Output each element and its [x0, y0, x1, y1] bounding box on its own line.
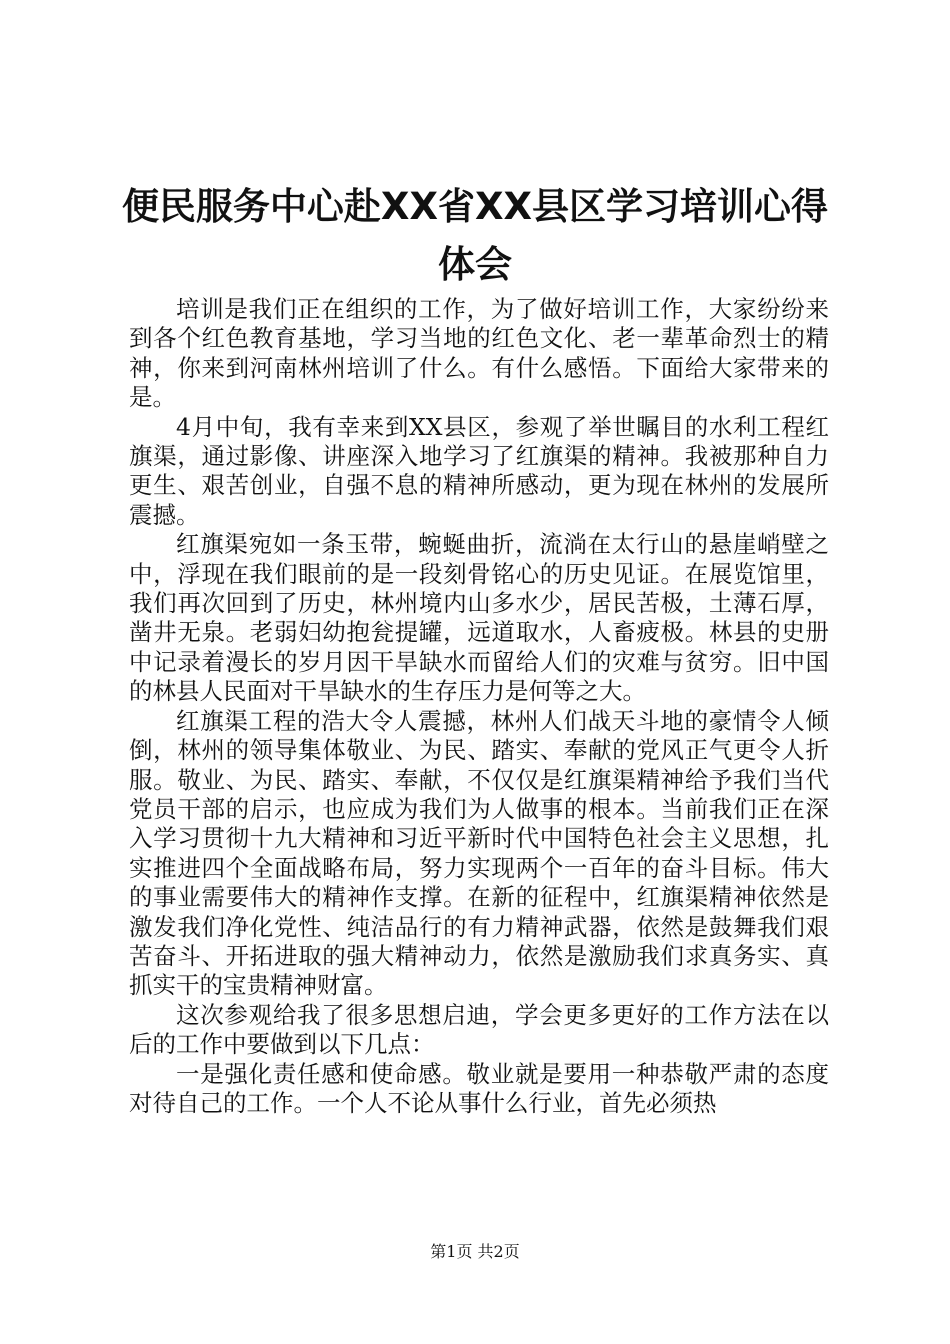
page-footer: 第1页 共2页 — [430, 1242, 520, 1261]
paragraph-visit: 4月中旬，我有幸来到XX县区，参观了举世瞩目的水利工程红旗渠，通过影像、讲座深入地学习了红旗渠的精神。我被那种自力更生、艰苦创业，自强不息的精神所感动，更为现在林州的发展所震撼。 — [129, 412, 829, 529]
paragraph-intro: 培训是我们正在组织的工作，为了做好培训工作，大家纷纷来到各个红色教育基地，学习当地的红色文化、老一辈革命烈士的精神，你来到河南林州培训了什么。有什么感悟。下面给大家带来的是。 — [129, 295, 829, 412]
paragraph-point-one: 一是强化责任感和使命感。敬业就是要用一种恭敬严肃的态度对待自己的工作。一个人不论从事什么行业，首先必须热 — [129, 1059, 829, 1117]
document-body — [129, 295, 829, 1118]
paragraph-history: 红旗渠宛如一条玉带，蜿蜒曲折，流淌在太行山的悬崖峭壁之中，浮现在我们眼前的是一段刻骨铭心的历史见证。在展览馆里，我们再次回到了历史，林州境内山多水少，居民苦极，土薄石厚，凿井无泉。老弱妇幼抱瓮提罐，远道取水，人畜疲极。林县的史册中记录着漫长的岁月因干旱缺水而留给人们的灾难与贫穷。旧中国的林县人民面对干旱缺水的生存压力是何等之大。 — [129, 530, 829, 706]
paragraph-reflection: 这次参观给我了很多思想启迪，学会更多更好的工作方法在以后的工作中要做到以下几点： — [129, 1000, 829, 1059]
paragraph-spirit: 红旗渠工程的浩大令人震撼，林州人们战天斗地的豪情令人倾倒，林州的领导集体敬业、为民、踏实、奉献的党风正气更令人折服。敬业、为民、踏实、奉献，不仅仅是红旗渠精神给予我们当代党员干部的启示，也应成为我们为人做事的根本。当前我们正在深入学习贯彻十九大精神和习近平新时代中国特色社会主义思想，扎实推进四个全面战略布局，努力实现两个一百年的奋斗目标。伟大的事业需要伟大的精神作支撑。在新的征程中，红旗渠精神依然是激发我们净化党性、纯洁品行的有力精神武器，依然是鼓舞我们艰苦奋斗、开拓进取的强大精神动力，依然是激励我们求真务实、真抓实干的宝贵精神财富。 — [129, 706, 829, 1000]
document-title: 便民服务中心赴XX省XX县区学习培训心得体会 — [121, 185, 829, 286]
